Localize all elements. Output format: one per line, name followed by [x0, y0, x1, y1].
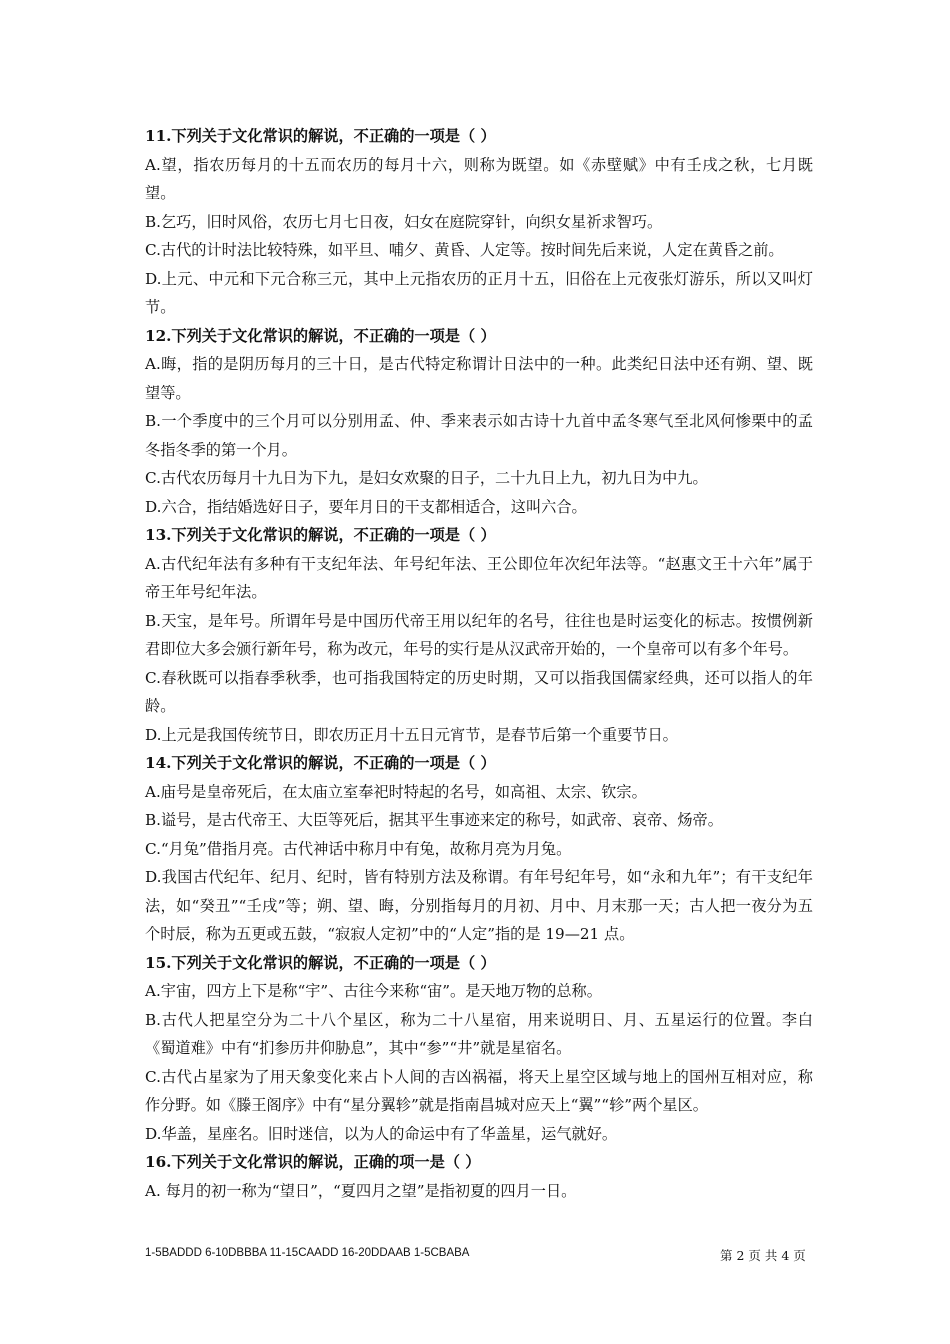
question-list [145, 122, 813, 1205]
option-c: C.“月兔”借指月亮。古代神话中称月中有兔，故称月亮为月兔。 [145, 839, 572, 858]
question-stem: 11.下列关于文化常识的解说，不正确的一项是（ ） [145, 127, 496, 145]
option-d: D.上元、中元和下元合称三元，其中上元指农历的正月十五，旧俗在上元夜张灯游乐，所以又叫灯节。 [145, 269, 813, 316]
option-d: D.上元是我国传统节日，即农历正月十五日元宵节，是春节后第一个重要节日。 [145, 725, 678, 744]
option-c: C.古代农历每月十九日为下九，是妇女欢聚的日子，二十九日上九，初九日为中九。 [145, 469, 708, 487]
option-b: B.谥号，是古代帝王、大臣等死后，据其平生事迹来定的称号，如武帝、哀帝、炀帝。 [145, 811, 723, 829]
question-stem: 13.下列关于文化常识的解说，不正确的一项是（ ） [145, 526, 496, 544]
option-b: B.乞巧，旧时风俗，农历七月七日夜，妇女在庭院穿针，向织女星祈求智巧。 [145, 212, 663, 231]
option-c: C.古代的计时法比较特殊，如平旦、哺夕、黄昏、人定等。按时间先后来说，人定在黄昏之前。 [145, 241, 784, 259]
question-stem: 16.下列关于文化常识的解说，正确的项一是（ ） [145, 1153, 481, 1171]
page-number: 第 2 页 共 4 页 [720, 1248, 806, 1263]
option-a: A.宇宙，四方上下是称“宇”、古往今来称“宙”。是天地万物的总称。 [145, 982, 602, 1000]
option-b: B.一个季度中的三个月可以分别用孟、仲、季来表示如古诗十九首中孟冬寒气至北风何惨栗中的孟冬指冬季的第一个月。 [145, 412, 813, 459]
answer-key: 1-5BADDD 6-10DBBBA 11-15CAADD 16-20DDAAB 1-5CBABA [145, 1247, 470, 1259]
option-d: D.六合，指结婚选好日子，要年月日的干支都相适合，这叫六合。 [145, 497, 587, 516]
question-stem: 14.下列关于文化常识的解说，不正确的一项是（ ） [145, 754, 496, 772]
option-b: B.古代人把星空分为二十八个星区，称为二十八星宿，用来说明日、月、五星运行的位置。李白《蜀道难》中有“扪参历井仰胁息”，其中“参”“井”就是星宿名。 [145, 1010, 813, 1057]
option-a: A. 每月的初一称为“望日”，“夏四月之望”是指初夏的四月一日。 [145, 1181, 577, 1200]
option-b: B.天宝，是年号。所谓年号是中国历代帝王用以纪年的名号，往往也是时运变化的标志。按惯例新君即位大多会颁行新年号，称为改元，年号的实行是从汉武帝开始的，一个皇帝可以有多个年号。 [145, 611, 813, 658]
question-stem: 12.下列关于文化常识的解说，不正确的一项是（ ） [145, 326, 496, 345]
option-a: A.望，指农历每月的十五而农历的每月十六，则称为既望。如《赤壁赋》中有壬戌之秋，七月既望。 [145, 155, 813, 202]
option-a: A.古代纪年法有多种有干支纪年法、年号纪年法、王公即位年次纪年法等。“赵惠文王十六年”属于帝王年号纪年法。 [145, 554, 813, 601]
option-a: A.庙号是皇帝死后，在太庙立室奉祀时特起的名号，如高祖、太宗、钦宗。 [145, 782, 647, 801]
question-stem: 15.下列关于文化常识的解说，不正确的一项是（ ） [145, 953, 496, 972]
option-d: D.华盖，星座名。旧时迷信，以为人的命运中有了华盖星，运气就好。 [145, 1124, 618, 1143]
option-c: C.古代占星家为了用天象变化来占卜人间的吉凶祸福，将天上星空区域与地上的国州互相对应，称作分野。如《滕王阁序》中有“星分翼轸”就是指南昌城对应天上“翼”“轸”两个星区。 [145, 1067, 813, 1114]
option-c: C.春秋既可以指春季秋季，也可指我国特定的历史时期，又可以指我国儒家经典，还可以指人的年龄。 [145, 668, 813, 715]
option-a: A.晦，指的是阴历每月的三十日，是古代特定称谓计日法中的一种。此类纪日法中还有朔、望、既望等。 [145, 355, 813, 402]
option-d: D.我国古代纪年、纪月、纪时，皆有特别方法及称谓。有年号纪年号，如“永和九年”；有干支纪年法，如“癸丑”“壬戌”等；朔、望、晦，分别指每月的月初、月中、月末那一天；古人把一夜分为五个时辰，称为五更或五鼓，“寂寂人定初”中的“人定”指的是 19—21 点。 [145, 868, 813, 943]
